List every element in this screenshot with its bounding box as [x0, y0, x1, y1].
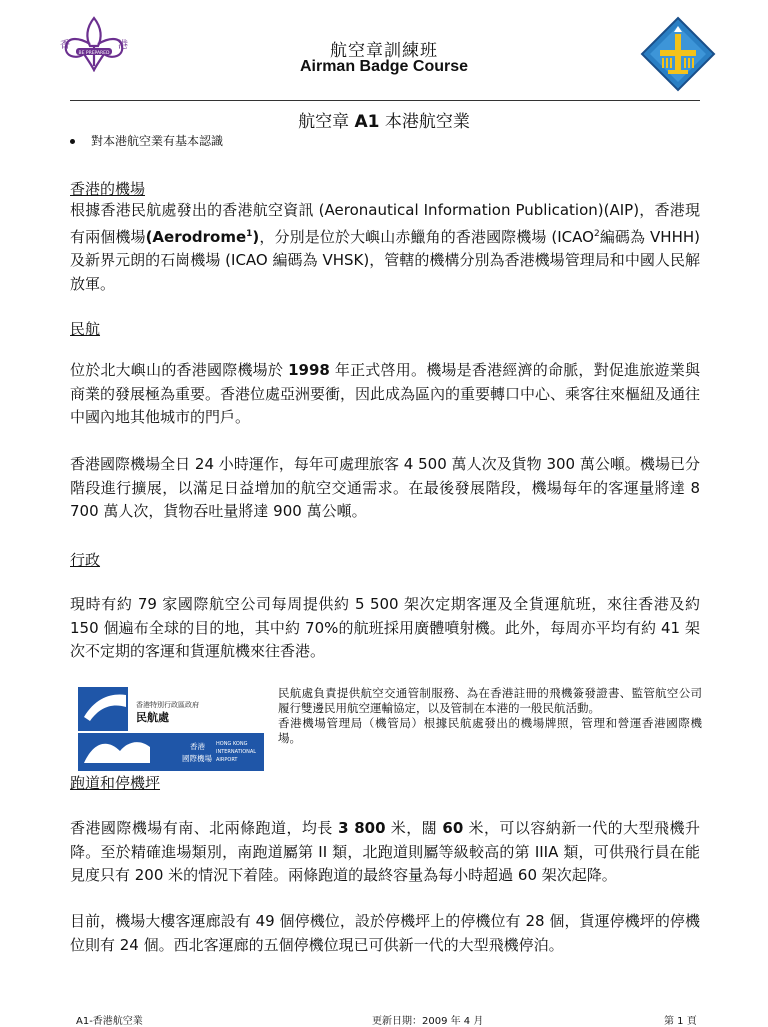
- paragraph-runways-2: 目前，機場大樓客運廊設有 49 個停機位，設於停機坪上的停機位有 28 個，貨運停機坪的停機位則有 24 個。西北客運廊的五個停機位現已可供新一代的大型飛機停泊。: [70, 912, 700, 954]
- hkia-logo-en3: AIRPORT: [216, 757, 238, 763]
- hkia-logo-cn1: 香港: [190, 742, 205, 751]
- paragraph-administration: 現時有約 79 家國際航空公司每周提供約 5 500 架次定期客運及全貨運航班，來往香港及約 150 個遍布全球的目的地，其中約 70%的航班採用廣體噴射機。此外，每周亦平均有約 41 架次不定期的客運和貨運航機來往香港。: [70, 595, 700, 660]
- section-title-suffix: 本港航空業: [379, 112, 470, 132]
- agency-description: [278, 686, 702, 746]
- heading-administration: 行政: [70, 551, 101, 569]
- section-title: [0, 107, 768, 132]
- paragraph-civil-2: 香港國際機場全日 24 小時運作，每年可處理旅客 4 500 萬人次及貨物 300 萬公噸。機場已分階段進行擴展，以滿足日益增加的航空交通需求。在最後發展階段，機場每年的客運量將達 8 700 萬人次，貨物吞吐量將達 900 萬公噸。: [70, 455, 700, 520]
- heading-runways: 跑道和停機坪: [70, 774, 161, 792]
- hkia-logo-en1: HONG KONG: [216, 741, 248, 747]
- paragraph-civil-1: 位於北大嶼山的香港國際機場於 1998 年正式啓用。機場是香港經濟的命脈，對促進旅遊業與商業的發展極為重要。香港位處亞洲要衝，因此成為區內的重要轉口中心、乘客往來樞紐及通往中國內地其他城市的門戶。: [70, 361, 701, 426]
- course-title-english: Airman Badge Course: [299, 58, 469, 75]
- footer-page-number: 第 1 頁: [664, 1016, 697, 1027]
- footer-doc-name: A1-香港航空業: [76, 1016, 143, 1027]
- cad-and-hkia-logos: [78, 687, 264, 771]
- header-divider: [70, 100, 700, 101]
- cad-logo-line1: 香港特別行政區政府: [136, 701, 199, 709]
- scout-logo-left-char: 香: [60, 40, 70, 51]
- paragraph-runways-1: 香港國際機場有南、北兩條跑道，均長 3 800 米，闊 60 米，可以容納新一代的大型飛機升降。至於精確進場類別，南跑道屬第 II 類，北跑道則屬等級較高的第 IIIA 類，可供飛行員在能見度只有 200 米的情況下着陸。兩條跑道的最終容量為每小時超過 60 架次起降。: [70, 819, 700, 884]
- hkia-logo-cn2: 國際機場: [182, 754, 212, 763]
- course-title-chinese: 航空章訓練班: [330, 41, 438, 61]
- aa-description: 香港機場管理局（機管局）根據民航處發出的機場牌照，管理和營運香港國際機場。: [278, 716, 702, 745]
- hkia-logo-en2: INTERNATIONAL: [216, 749, 257, 755]
- cad-description: 民航處負責提供航空交通管制服務、為在香港註冊的飛機簽發證書、監管航空公司履行雙邊民用航空運輸協定，以及管制在本港的一般民航活動。: [278, 686, 702, 715]
- scout-logo-banner: BE PREPARED: [78, 51, 110, 56]
- section-title-prefix: 航空章: [298, 112, 355, 132]
- heading-civil-aviation: 民航: [70, 320, 101, 338]
- heading-airports: 香港的機場: [70, 180, 146, 198]
- objective-text: 對本港航空業有基本認識: [91, 134, 224, 148]
- scout-logo-right-char: 港: [118, 40, 128, 51]
- objective-bullet: [70, 132, 223, 149]
- section-title-code: A1: [354, 112, 380, 132]
- paragraph-airports: 根據香港民航處發出的香港航空資訊 (Aeronautical Information Publication)(AIP)，香港現有兩個機場(Aerodrome$^1$)，分別是位於大嶼山赤鱲角的香港國際機場 (ICAO$^2$編碼為 VHHH)及新界元朗的石崗機場 (ICAO 編碼為 VHSK)，管轄的機構分別為香港機場管理局和中國人民解放軍。: [70, 201, 700, 293]
- bullet-icon: [70, 139, 75, 144]
- footer-update-date: 更新日期：2009 年 4 月: [372, 1016, 484, 1027]
- cad-logo-line2: 民航處: [136, 711, 169, 724]
